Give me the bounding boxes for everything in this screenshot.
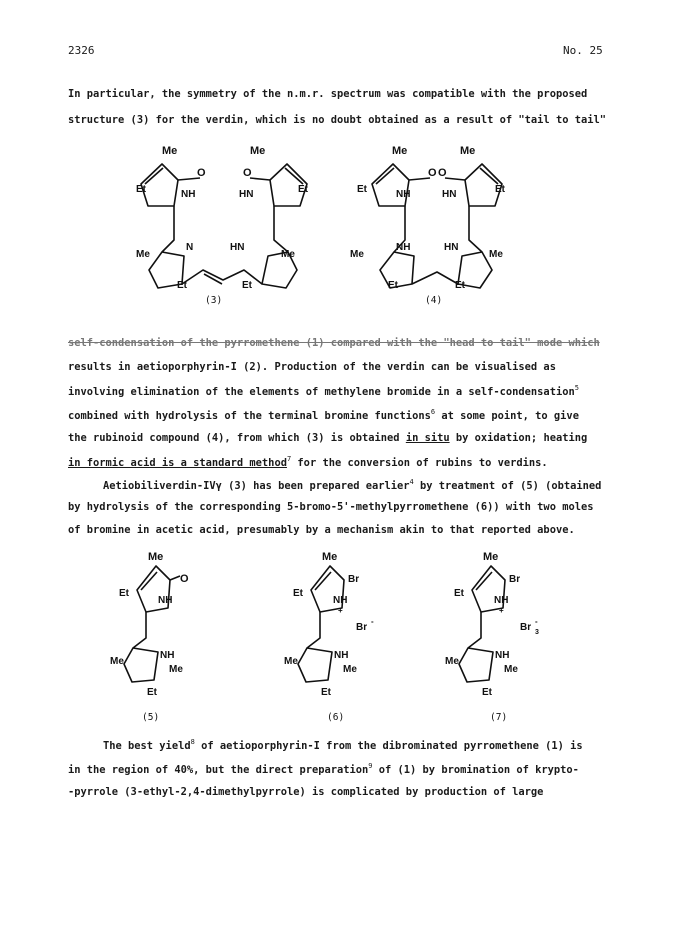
- atom-me: Me: [162, 145, 178, 157]
- ref-9: 9: [368, 762, 373, 770]
- para4-line1-a: The best yield: [103, 740, 191, 752]
- compound-label-4: (4): [425, 295, 443, 306]
- atom-et: Et: [455, 280, 465, 291]
- atom-nh: NH: [333, 595, 348, 606]
- atom-et: Et: [298, 184, 308, 195]
- ref-8: 8: [190, 738, 195, 746]
- para2-line6: [68, 455, 548, 469]
- para2-line4-a: combined with hydrolysis of the terminal bromine functions: [68, 410, 431, 422]
- atom-hn: HN: [442, 189, 457, 200]
- subscript-3: 3: [535, 629, 539, 636]
- charge-minus: -: [535, 617, 538, 626]
- para4-line1: [103, 738, 583, 752]
- structure-3: [136, 145, 309, 306]
- ref-4: 4: [409, 478, 414, 486]
- atom-nh: NH: [334, 650, 349, 661]
- para4-line2-a: in the region of 40%, but the direct preparation: [68, 764, 369, 776]
- atom-me: Me: [284, 656, 298, 667]
- atom-nh: NH: [158, 595, 173, 606]
- atom-et: Et: [177, 280, 187, 291]
- atom-me: Me: [110, 656, 124, 667]
- structure-6: [284, 551, 374, 723]
- para2-line6-b: for the conversion of rubins to verdins.: [291, 457, 548, 469]
- atom-et: Et: [495, 184, 505, 195]
- atom-et: Et: [357, 184, 367, 195]
- para2-line4-b: at some point, to give: [435, 410, 579, 422]
- atom-et: Et: [136, 184, 146, 195]
- para4-line3: -pyrrole (3-ethyl-2,4-dimethylpyrrole) is complicated by production of large: [68, 786, 544, 798]
- charge-minus: -: [371, 617, 374, 626]
- atom-me: Me: [136, 249, 150, 260]
- ref-6: 6: [430, 408, 436, 416]
- para4-line2: [68, 762, 579, 776]
- structure-4: [350, 145, 506, 306]
- atom-me: Me: [392, 145, 408, 157]
- atom-et: Et: [321, 687, 331, 698]
- atom-br3-anion: Br: [520, 622, 532, 633]
- charge-plus: +: [338, 606, 343, 615]
- atom-hn: HN: [230, 242, 245, 253]
- para1-line1: In particular, the symmetry of the n.m.r. spectrum was compatible with the proposed: [68, 88, 588, 100]
- atom-o: O: [438, 167, 447, 179]
- structure-7: [445, 551, 539, 723]
- ref-7: 7: [286, 455, 292, 463]
- atom-me: Me: [489, 249, 503, 260]
- atom-et: Et: [147, 687, 157, 698]
- compound-label-5: (5): [142, 712, 160, 723]
- atom-o: O: [180, 573, 189, 585]
- para2-line5-b: by oxidation; heating: [449, 432, 588, 444]
- atom-et: Et: [242, 280, 252, 291]
- issue-number: No. 25: [563, 44, 603, 57]
- atom-et: Et: [293, 588, 303, 599]
- atom-me: Me: [322, 551, 338, 563]
- atom-br: Br: [348, 574, 360, 585]
- compound-label-3: (3): [205, 295, 223, 306]
- structures-5-6-7: [0, 548, 680, 728]
- para3-line1-a: Aetiobiliverdin-IVγ (3) has been prepared earlier: [103, 480, 410, 492]
- para2-line5-a: the rubinoid compound (4), from which (3) is obtained: [68, 432, 406, 444]
- atom-me: Me: [483, 551, 499, 563]
- para4-line1-b: of aetioporphyrin-I from the dibrominated pyrromethene (1) is: [194, 740, 583, 752]
- para3-line2: by hydrolysis of the corresponding 5-bromo-5'-methylpyrromethene (6)) with two moles: [68, 501, 594, 513]
- charge-plus: +: [499, 606, 504, 615]
- compound-label-7: (7): [490, 712, 508, 723]
- atom-me: Me: [504, 664, 518, 675]
- para2-line4: [68, 408, 579, 422]
- atom-me: Me: [445, 656, 459, 667]
- atom-me: Me: [281, 249, 295, 260]
- atom-me: Me: [148, 551, 164, 563]
- atom-et: Et: [388, 280, 398, 291]
- atom-me: Me: [169, 664, 183, 675]
- atom-o: O: [243, 167, 252, 179]
- page-number: 2326: [68, 44, 95, 57]
- atom-o: O: [197, 167, 206, 179]
- para2-line5-underlined: in situ: [405, 432, 450, 444]
- atom-me: Me: [350, 249, 364, 260]
- atom-nh: NH: [396, 189, 411, 200]
- atom-me: Me: [460, 145, 476, 157]
- atom-br: Br: [509, 574, 521, 585]
- atom-nh: NH: [494, 595, 509, 606]
- compound-label-6: (6): [327, 712, 345, 723]
- para3-line1-b: by treatment of (5) (obtained: [413, 480, 602, 492]
- atom-hn: HN: [444, 242, 459, 253]
- atom-nh: NH: [495, 650, 510, 661]
- para2-line3: [68, 384, 579, 398]
- ref-5: 5: [574, 384, 579, 392]
- structures-3-4: [0, 140, 680, 340]
- atom-o: O: [428, 167, 437, 179]
- para2-line3-text: involving elimination of the elements of methylene bromide in a self-condensation: [68, 386, 575, 398]
- atom-hn: HN: [239, 189, 254, 200]
- atom-br-anion: Br: [356, 622, 368, 633]
- atom-me: Me: [250, 145, 266, 157]
- para4-line2-b: of (1) by bromination of krypto-: [372, 764, 579, 776]
- atom-et: Et: [454, 588, 464, 599]
- para2-line6-a: in formic acid is a standard method: [68, 457, 287, 469]
- para2-line2: results in aetioporphyrin-I (2). Production of the verdin can be visualised as: [68, 361, 556, 373]
- para3-line1: [103, 478, 601, 492]
- atom-et: Et: [119, 588, 129, 599]
- para3-line3: of bromine in acetic acid, presumably by a mechanism akin to that reported above.: [68, 524, 575, 536]
- para1-line2: structure (3) for the verdin, which is no doubt obtained as a result of "tail to tail": [68, 114, 606, 126]
- atom-et: Et: [482, 687, 492, 698]
- atom-nh: NH: [181, 189, 196, 200]
- structure-5: [110, 551, 189, 723]
- atom-nh: NH: [396, 242, 411, 253]
- atom-nh: NH: [160, 650, 175, 661]
- para2-line1: self-condensation of the pyrromethene (1) compared with the "head to tail" mode which: [68, 337, 600, 349]
- atom-me: Me: [343, 664, 357, 675]
- para2-line5: [68, 432, 587, 444]
- atom-n: N: [186, 242, 194, 253]
